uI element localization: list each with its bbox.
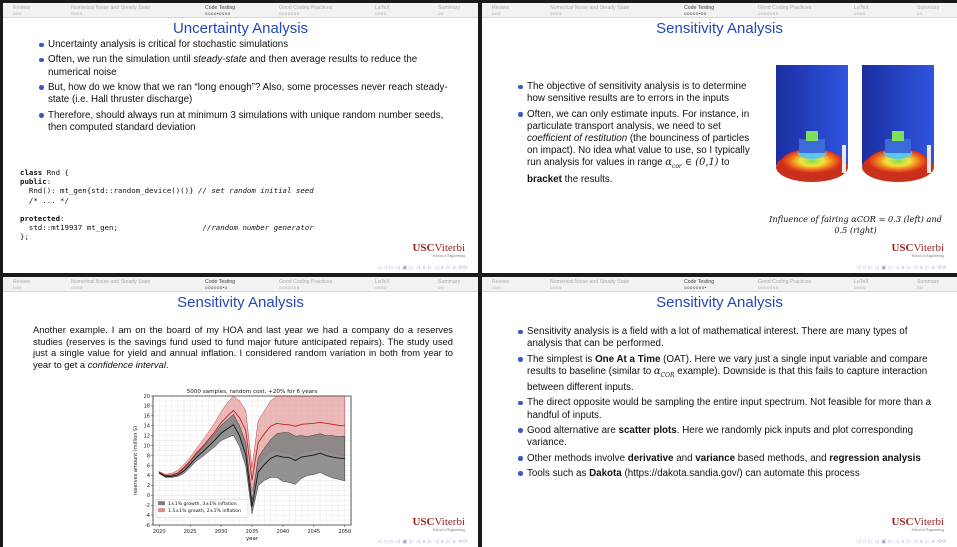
y-tick-label: 18 bbox=[143, 403, 150, 410]
usc-viterbi-logo: USCViterbi School of Engineering bbox=[412, 516, 465, 532]
x-tick-label: 2045 bbox=[307, 529, 321, 535]
nav-section-label: LaTeX bbox=[854, 5, 869, 11]
nav-section-dots[interactable]: oo bbox=[438, 11, 444, 16]
nav-section-label: Good Coding Practices bbox=[758, 279, 812, 285]
nav-section-label: Summary bbox=[917, 279, 940, 285]
nav-section-dots[interactable]: ooo bbox=[13, 285, 22, 290]
nav-section-dots[interactable]: oooo bbox=[71, 285, 83, 290]
y-tick-label: 2 bbox=[146, 483, 150, 490]
nav-section-summary[interactable] bbox=[438, 279, 460, 290]
nav-section-label: Review bbox=[13, 279, 31, 285]
nav-section-label: LaTeX bbox=[375, 279, 390, 285]
nav-section-good-coding-practices[interactable] bbox=[758, 5, 811, 16]
slide-sensitivity-analysis-2 bbox=[3, 277, 478, 547]
slide-title: Sensitivity Analysis bbox=[656, 294, 783, 311]
nav-section-dots[interactable]: ooo bbox=[492, 285, 501, 290]
nav-section-label: Review bbox=[13, 5, 31, 11]
nav-section-label: Code Testing bbox=[205, 279, 236, 285]
nav-section-good-coding-practices[interactable] bbox=[279, 279, 332, 290]
legend-label: 1.5±1% growth, 2±1% inflation bbox=[168, 508, 242, 514]
nav-section-dots[interactable]: ooooooo bbox=[279, 285, 300, 290]
nav-section-code-testing[interactable] bbox=[205, 5, 235, 16]
y-tick-label: 20 bbox=[143, 393, 150, 400]
nav-section-dots[interactable]: oooo bbox=[854, 285, 866, 290]
nav-section-label: Code Testing bbox=[205, 5, 236, 11]
nav-section-review[interactable] bbox=[13, 279, 30, 290]
bullet-item: The direct opposite would be sampling the entire input spectrum. Not feasible for more than a handful of inputs. bbox=[516, 397, 936, 421]
x-tick-label: 2035 bbox=[245, 529, 259, 535]
nav-section-dots[interactable]: ooooooo bbox=[279, 11, 300, 16]
bullet-list bbox=[37, 39, 457, 137]
bullet-list bbox=[516, 326, 936, 483]
y-tick-label: 4 bbox=[146, 473, 150, 480]
y-tick-label: 14 bbox=[143, 423, 150, 430]
bullet-item: Good alternative are scatter plots. Here we randomly pick inputs and plot corresponding variance. bbox=[516, 425, 936, 449]
y-axis-label: reserves amount (million $) bbox=[133, 425, 139, 496]
nav-section-numerical-noise-and-steady-state[interactable] bbox=[71, 279, 150, 290]
paragraph: Another example. I am on the board of my HOA and last year we had a company do a reserves studies (reserves is the savings fund used to fund major future anticipated repairs). The study used just a single value for yield and annual inflation. I considered random variation in both from year to year to get a confidence interval. bbox=[33, 324, 453, 370]
y-tick-label: 6 bbox=[146, 463, 150, 470]
nav-section-label: Summary bbox=[917, 5, 940, 11]
x-axis-label: year bbox=[245, 536, 259, 542]
bullet-item: The objective of sensitivity analysis is to determine how sensitive results are to errors in the inputs bbox=[516, 81, 754, 105]
nav-section-label: Review bbox=[492, 5, 510, 11]
nav-section-numerical-noise-and-steady-state[interactable] bbox=[550, 279, 629, 290]
slide-sensitivity-analysis-1 bbox=[482, 3, 957, 273]
nav-section-label: Good Coding Practices bbox=[279, 279, 333, 285]
y-tick-label: 0 bbox=[146, 493, 150, 500]
section-nav bbox=[482, 277, 957, 292]
nav-section-dots[interactable]: ooooo•oo bbox=[684, 11, 707, 16]
bullet-item: The simplest is One At a Time (OAT). Here we vary just a single input variable and compare results to baseline (similar to $\alpha_{COR}$ example). Downside is that this fails to capture interaction between different inputs. bbox=[516, 354, 936, 395]
beamer-nav-controls[interactable]: ◁ □ ▷ ◁ ▣ ▷ ◁ ≡ ▷ ◁ ≡ ▷ ≡ ⟲⟳ bbox=[377, 539, 468, 545]
nav-section-label: LaTeX bbox=[854, 279, 869, 285]
nav-section-numerical-noise-and-steady-state[interactable] bbox=[550, 5, 629, 16]
nav-section-label: Numerical Noise and Steady State bbox=[550, 5, 630, 11]
nav-section-dots[interactable]: oooo bbox=[71, 11, 83, 16]
x-tick-label: 2030 bbox=[214, 529, 228, 535]
fairing-simulation-image bbox=[772, 65, 942, 210]
slide-title: Uncertainty Analysis bbox=[172, 20, 309, 37]
nav-section-code-testing[interactable] bbox=[684, 5, 714, 16]
slide-uncertainty-analysis bbox=[3, 3, 478, 273]
bullet-list bbox=[516, 81, 754, 189]
bullet-item: Often, we can only estimate inputs. For instance, in particulate transport analysis, we need to set coefficient of restitution (the bounciness of particles on impact). No idea what value to use, so I typically run analysis for values in range $\alpha_{cor}$ ∈ (0,1) to bracket the results. bbox=[516, 109, 754, 186]
y-tick-label: 12 bbox=[143, 433, 150, 440]
bullet-item: Sensitivity analysis is a field with a lot of mathematical interest. There are many types of analysis that can be performed. bbox=[516, 326, 936, 350]
nav-section-label: Good Coding Practices bbox=[758, 5, 812, 11]
nav-section-dots[interactable]: ooo bbox=[492, 11, 501, 16]
y-tick-label: -2 bbox=[145, 502, 150, 509]
y-tick-label: -4 bbox=[145, 512, 150, 519]
usc-viterbi-logo: USCViterbi School of Engineering bbox=[891, 516, 944, 532]
nav-section-latex[interactable] bbox=[854, 279, 869, 290]
nav-section-dots[interactable]: oooo bbox=[550, 285, 562, 290]
slide-title: Sensitivity Analysis bbox=[656, 20, 783, 37]
bullet-item: Other methods involve derivative and variance based methods, and regression analysis bbox=[516, 453, 936, 465]
nav-section-latex[interactable] bbox=[854, 5, 869, 16]
nav-section-label: Good Coding Practices bbox=[279, 5, 333, 11]
reserves-chart bbox=[131, 386, 357, 544]
nav-section-label: Numerical Noise and Steady State bbox=[71, 5, 151, 11]
nav-section-latex[interactable] bbox=[375, 279, 390, 290]
nav-section-label: Numerical Noise and Steady State bbox=[550, 279, 630, 285]
nav-section-dots[interactable]: ooo bbox=[13, 11, 22, 16]
nav-section-code-testing[interactable] bbox=[205, 279, 235, 290]
figure-caption: Influence of fairing αCOR = 0.3 (left) and 0.5 (right) bbox=[769, 214, 942, 235]
slide-title: Sensitivity Analysis bbox=[177, 294, 304, 311]
nav-section-label: Code Testing bbox=[684, 279, 715, 285]
nav-section-good-coding-practices[interactable] bbox=[279, 5, 332, 16]
nav-section-code-testing[interactable] bbox=[684, 279, 714, 290]
nav-section-label: LaTeX bbox=[375, 5, 390, 11]
nav-section-dots[interactable]: oo bbox=[917, 11, 923, 16]
nav-section-label: Numerical Noise and Steady State bbox=[71, 279, 151, 285]
nav-section-review[interactable] bbox=[492, 279, 509, 290]
section-nav bbox=[482, 3, 957, 18]
nav-section-dots[interactable]: oooo bbox=[854, 11, 866, 16]
x-tick-label: 2020 bbox=[152, 529, 166, 535]
nav-section-dots[interactable]: ooooooo bbox=[758, 11, 779, 16]
slide-sensitivity-analysis-3 bbox=[482, 277, 957, 547]
x-tick-label: 2040 bbox=[276, 529, 290, 535]
section-nav bbox=[3, 277, 478, 292]
chart-title: 5000 samples, random cost, +20% for 6 years bbox=[186, 389, 318, 395]
nav-section-summary[interactable] bbox=[917, 5, 939, 16]
bullet-item: Often, we run the simulation until steady-state and then average results to reduce the numerical noise bbox=[37, 54, 457, 78]
nav-section-dots[interactable]: oo bbox=[438, 285, 444, 290]
legend-swatch-grey bbox=[158, 501, 165, 505]
x-tick-label: 2050 bbox=[338, 529, 352, 535]
code-block: class Rnd { public: Rnd(): mt_gen{std::random_device()()} // set random initial seed /* ... */ protected: std::mt19937 mt_gen; //random number generator }; bbox=[20, 168, 314, 242]
nav-section-numerical-noise-and-steady-state[interactable] bbox=[71, 5, 150, 16]
nav-section-dots[interactable]: ooooooo• bbox=[684, 285, 707, 290]
legend-label: 1±1% growth, 3±1% inflation bbox=[168, 501, 237, 507]
nav-section-label: Summary bbox=[438, 279, 461, 285]
beamer-nav-controls[interactable]: ◁ □ ▷ ◁ ▣ ▷ ◁ ≡ ▷ ◁ ≡ ▷ ≡ ⟲⟳ bbox=[377, 265, 468, 271]
nav-section-dots[interactable]: oooooo•o bbox=[205, 285, 228, 290]
nav-section-label: Code Testing bbox=[684, 5, 715, 11]
y-tick-label: -6 bbox=[145, 522, 150, 529]
usc-viterbi-logo: USCViterbi School of Engineering bbox=[891, 242, 944, 258]
y-tick-label: 16 bbox=[143, 413, 150, 420]
nav-section-label: Summary bbox=[438, 5, 461, 11]
y-tick-label: 10 bbox=[143, 443, 150, 450]
nav-section-dots[interactable]: oooo bbox=[550, 11, 562, 16]
nav-section-dots[interactable]: oo bbox=[917, 285, 923, 290]
nav-section-review[interactable] bbox=[492, 5, 509, 16]
nav-section-summary[interactable] bbox=[438, 5, 460, 16]
section-nav bbox=[3, 3, 478, 18]
beamer-nav-controls[interactable]: ◁ □ ▷ ◁ ▣ ▷ ◁ ≡ ▷ ◁ ≡ ▷ ≡ ⟲⟳ bbox=[856, 265, 947, 271]
bullet-item: But, how do we know that we ran “long enough”? Also, some processes never reach steady-state (i.e. Hall thruster discharge) bbox=[37, 82, 457, 106]
y-tick-label: 8 bbox=[146, 453, 150, 460]
nav-section-good-coding-practices[interactable] bbox=[758, 279, 811, 290]
nav-section-dots[interactable]: oooo bbox=[375, 11, 387, 16]
nav-section-summary[interactable] bbox=[917, 279, 939, 290]
nav-section-dots[interactable]: ooooooo bbox=[758, 285, 779, 290]
nav-section-dots[interactable]: oooo bbox=[375, 285, 387, 290]
nav-section-label: Review bbox=[492, 279, 510, 285]
beamer-nav-controls[interactable]: ◁ □ ▷ ◁ ▣ ▷ ◁ ≡ ▷ ◁ ≡ ▷ ≡ ⟲⟳ bbox=[856, 539, 947, 545]
x-tick-label: 2025 bbox=[183, 529, 197, 535]
usc-viterbi-logo: USCViterbi School of Engineering bbox=[412, 242, 465, 258]
legend-swatch-red bbox=[158, 508, 165, 512]
bullet-item: Tools such as Dakota (https://dakota.sandia.gov/) can automate this process bbox=[516, 468, 936, 480]
nav-section-latex[interactable] bbox=[375, 5, 390, 16]
nav-section-dots[interactable]: oooo•oooo bbox=[205, 11, 231, 16]
nav-section-review[interactable] bbox=[13, 5, 30, 16]
bullet-item: Therefore, should always run at minimum 3 simulations with unique random number seeds, then computed standard deviation bbox=[37, 110, 457, 134]
bullet-item: Uncertainty analysis is critical for stochastic simulations bbox=[37, 39, 457, 51]
